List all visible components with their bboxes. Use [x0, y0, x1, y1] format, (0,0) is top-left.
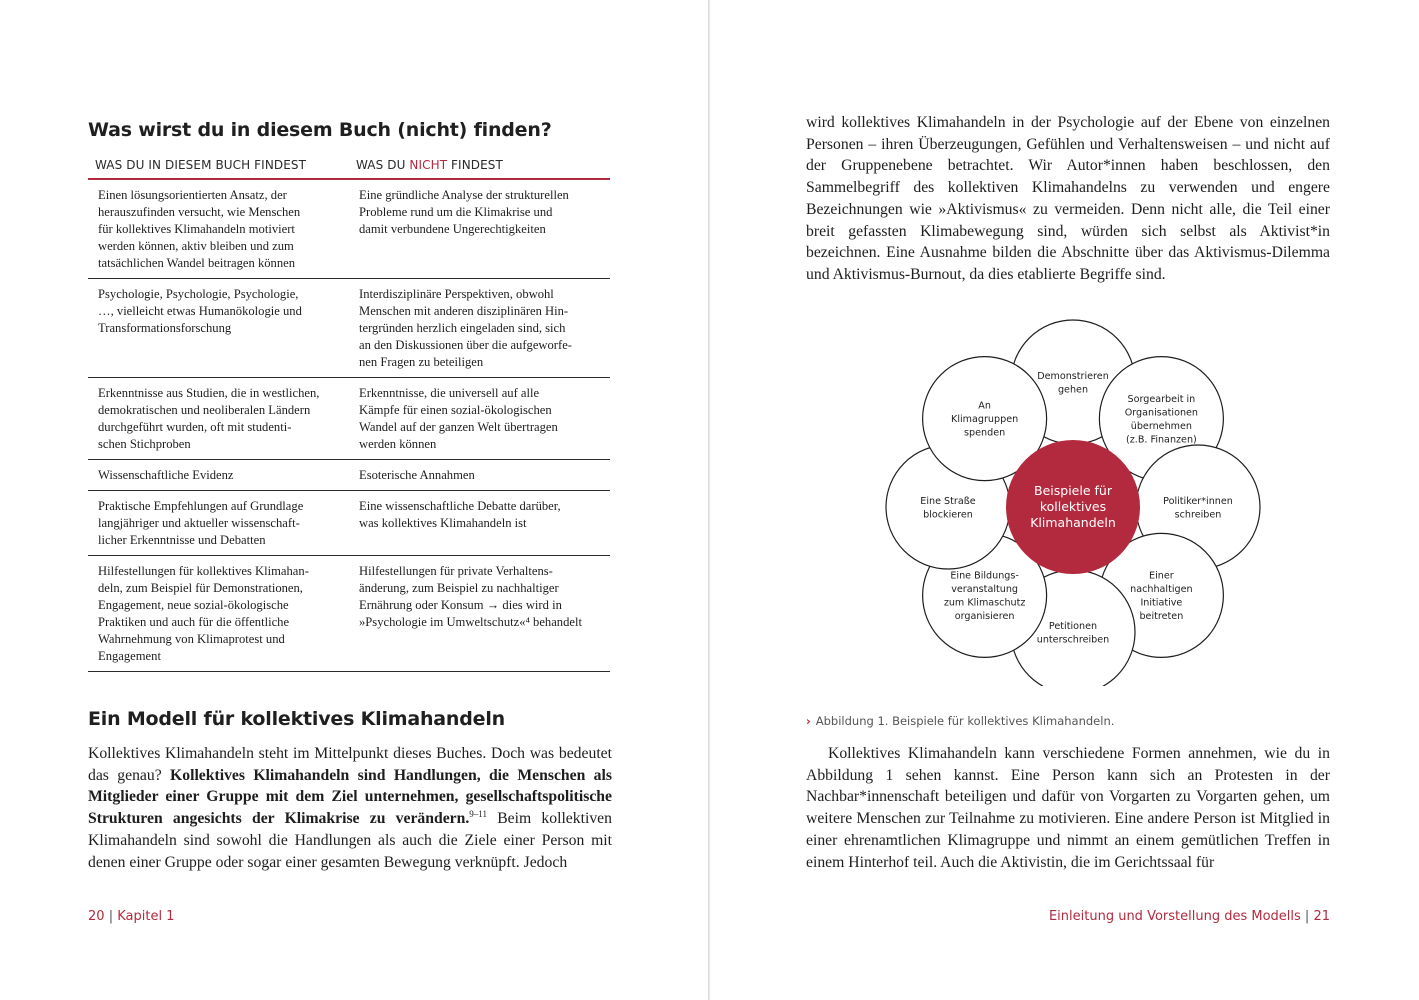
book-gutter [708, 0, 710, 1000]
petal-label-line: An [978, 400, 991, 412]
table-cell-left [88, 286, 349, 371]
table-cell-left [88, 187, 349, 272]
petal-label-line: übernehmen [1130, 420, 1193, 432]
table-cell-line: werden können [359, 437, 437, 451]
center-label [1030, 483, 1116, 530]
table-cell-line: Transformationsforschung [98, 321, 232, 335]
petal-label-line: zum Klimaschutz [943, 597, 1026, 609]
table-cell-line: tatsächlichen Wandel beitragen können [98, 256, 296, 270]
petal-label-line: veranstaltung [951, 584, 1019, 596]
table-cell-line: Einen lösungsorientierten Ansatz, der [98, 188, 287, 202]
table-header-emphasis: NICHT [409, 158, 448, 172]
table-cell-line: schen Stichproben [98, 437, 191, 451]
table-cell-line: Esoterische Annahmen [359, 468, 475, 482]
table-cell-line: Wahrnehmung von Klimaprotest und [98, 632, 285, 646]
forms-paragraph: Kollektives Klimahandeln kann verschiedene Formen annehmen, wie du in Abbildung 1 sehen kannst. Eine Person kann sich an Protesten in der Nachbar*innenschaft beteiligen und dafür von Vorgarten zu Vorgarten gehen, um weitere Menschen zur Teilnahme zu motivieren. Eine andere Person ist Mitglied in einer ehrenamtlichen Klimagruppe und nimmt an einem gemütlichen Treffen in einem Hinterhof teil. Auch die Aktivistin, die im Gerichtssaal für [806, 745, 1330, 871]
petal-label-line: unterschreiben [1036, 634, 1110, 646]
table-cell-line: Kämpfe für einen sozial-ökologischen [359, 403, 552, 417]
folio-separator-left: | [108, 909, 114, 924]
table-cell-left [88, 563, 349, 665]
table-cell-line: nen Fragen zu beteiligen [359, 355, 484, 369]
table-cell-line: an den Diskussionen über die aufgeworfe- [359, 338, 572, 352]
table-cell-line: Erkenntnisse aus Studien, die in westlichen, [98, 386, 320, 400]
table-row [88, 491, 610, 556]
petal-label-line: (z.B. Finanzen) [1125, 434, 1197, 446]
collective-action-diagram [876, 316, 1268, 686]
center-label-line: kollektives [1039, 499, 1107, 514]
intro-text-end: Beim kollektiven Klimahandeln sind sowohl die Handlungen als auch die Ziele einer Person mit denen einer Gruppe oder sogar einer gesamten Bewegung verknüpft. Jedoch [88, 810, 612, 871]
petal-label-line: Sorgearbeit in [1127, 393, 1196, 405]
folio-separator-right: | [1304, 909, 1310, 924]
page-number-right: 21 [1313, 909, 1330, 924]
table-cell-line: …, vielleicht etwas Humanökologie und [98, 304, 302, 318]
petal-label-line: Eine Straße [920, 495, 976, 507]
section-heading-book-scope: Was wirst du in diesem Buch (nicht) finden? [88, 119, 552, 141]
intro-paragraph [88, 743, 612, 873]
table-cell-line: durchgeführt wurden, oft mit studenti- [98, 420, 292, 434]
table-row [88, 460, 610, 491]
petal-label-line: Organisationen [1124, 407, 1199, 419]
table-cell-left [88, 385, 349, 453]
table-cell-line: änderung, zum Beispiel zu nachhaltiger [359, 581, 559, 595]
table-cell-line: Erkenntnisse, die universell auf alle [359, 386, 540, 400]
table-cell-line: Engagement [98, 649, 161, 663]
table-cell-line: Engagement, neue sozial-ökologische [98, 598, 289, 612]
table-cell-line: deln, zum Beispiel für Demonstrationen, [98, 581, 303, 595]
center-label-line: Klimahandeln [1030, 515, 1116, 530]
caption-text: Abbildung 1. Beispiele für kollektives Klimahandeln. [815, 714, 1115, 728]
petal-label-line: Politiker*innen [1163, 495, 1233, 507]
table-row [88, 279, 610, 378]
page-number-left: 20 [88, 909, 105, 924]
table-cell-line: Ernährung oder Konsum → dies wird in [359, 598, 562, 612]
caption-arrow-icon: › [806, 714, 811, 728]
table-cell-right [349, 563, 610, 665]
petal-label-line: Eine Bildungs- [950, 570, 1019, 582]
petal-label-line: Petitionen [1048, 620, 1098, 632]
table-cell-line: Hilfestellungen für kollektives Klimahan- [98, 564, 309, 578]
table-header-right-prefix: WAS DU [356, 158, 410, 172]
table-cell-line: demokratischen und neoliberalen Ländern [98, 403, 311, 417]
table-cell-line: Psychologie, Psychologie, Psychologie, [98, 287, 299, 301]
table-cell-line: Hilfestellungen für private Verhaltens- [359, 564, 553, 578]
petal-label-line: nachhaltigen [1130, 584, 1193, 596]
petal-label-line: schreiben [1174, 509, 1222, 521]
table-row [88, 378, 610, 460]
table-cell-left [88, 498, 349, 549]
table-cell-line: Wandel auf der ganzen Welt übertragen [359, 420, 558, 434]
table-cell-right [349, 187, 610, 272]
petal-label-line: spenden [964, 427, 1006, 439]
table-cell-line: Wissenschaftliche Evidenz [98, 468, 234, 482]
table-cell-left [88, 467, 349, 484]
table-cell-line: Eine gründliche Analyse der strukturellen [359, 188, 569, 202]
table-cell-line: langjähriger und aktueller wissenschaft- [98, 516, 300, 530]
table-header-right [349, 158, 610, 172]
intro-text-start: Kollektives Klimahandeln steht im Mittelpunkt dieses Buches. Doch was bedeutet das genau? [88, 745, 612, 784]
table-cell-line: für kollektives Klimahandeln motiviert [98, 222, 295, 236]
center-label-line: Beispiele für [1034, 483, 1112, 498]
table-header-left: WAS DU IN DIESEM BUCH FINDEST [95, 158, 307, 172]
definition-bold-text: Kollektives Klimahandeln sind Handlungen, die Menschen als Mitglieder einer Gruppe mit dem Ziel unternehmen, gesellschaftspolitische Strukturen angesichts der Klimakrise zu verändern. [88, 766, 612, 828]
scope-table [88, 158, 610, 672]
folio-left [88, 909, 174, 924]
petal-label-line: organisieren [954, 611, 1015, 623]
running-title: Einleitung und Vorstellung des Modells [1048, 909, 1301, 924]
table-cell-line: was kollektives Klimahandeln ist [359, 516, 527, 530]
table-cell-line: Interdisziplinäre Perspektiven, obwohl [359, 287, 554, 301]
petal-label-line: gehen [1057, 384, 1089, 396]
table-cell-line: werden können, aktiv bleiben und zum [98, 239, 294, 253]
table-body [88, 180, 610, 672]
table-header-right-suffix: FINDEST [447, 158, 503, 172]
table-row [88, 180, 610, 279]
figure-caption [806, 714, 1114, 728]
table-cell-line: Praktiken und auch für die öffentliche [98, 615, 290, 629]
folio-right [1049, 909, 1330, 924]
table-cell-line: damit verbundene Ungerechtigkeiten [359, 222, 546, 236]
table-cell-line: Eine wissenschaftliche Debatte darüber, [359, 499, 561, 513]
petal-label-line: beitreten [1139, 611, 1184, 623]
petal-label-line: blockieren [923, 509, 973, 521]
table-header [88, 158, 610, 180]
table-cell-right [349, 286, 610, 371]
table-cell-line: Menschen mit anderen disziplinären Hin- [359, 304, 569, 318]
table-cell-right [349, 385, 610, 453]
petal-label-line: Demonstrieren [1037, 370, 1109, 382]
table-cell-right [349, 467, 610, 484]
citation-superscript: 9–11 [469, 808, 487, 819]
continuation-paragraph: wird kollektives Klimahandeln in der Psychologie auf der Ebene von einzelnen Personen – ihren Überzeugungen, Gefühlen und Verhaltensweisen – und nicht auf der Gruppenebene betrachtet. Wir Autor*innen haben beschlossen, den Sammelbegriff des kollektiven Klimahandelns zu verwenden und engere Bezeichnungen wie »Aktivismus« zu vermeiden. Denn nicht alle, die Teil einer breit gefassten Klimabewegung sind, würden sich selbst als Aktivist*in bezeichnen. Eine Ausnahme bilden die Abschnitte über das Aktivismus-Dilemma und Aktivismus-Burnout, da dies etablierte Begriffe sind. [806, 114, 1330, 283]
petal-label-line: Initiative [1140, 597, 1183, 609]
table-cell-line: »Psychologie im Umweltschutz«⁴ behandelt [359, 615, 582, 629]
chapter-label: Kapitel 1 [117, 909, 175, 924]
petal-label-line: Klimagruppen [951, 414, 1019, 426]
table-cell-line: Praktische Empfehlungen auf Grundlage [98, 499, 304, 513]
petal-label-line: Einer [1149, 570, 1174, 582]
table-cell-line: Probleme rund um die Klimakrise und [359, 205, 553, 219]
section-heading-model: Ein Modell für kollektives Klimahandeln [88, 708, 505, 730]
table-cell-line: licher Erkenntnisse und Debatten [98, 533, 266, 547]
table-cell-line: tergründen herzlich eingeladen sind, sich [359, 321, 566, 335]
table-row [88, 556, 610, 672]
table-cell-right [349, 498, 610, 549]
table-cell-line: herauszufinden versucht, wie Menschen [98, 205, 301, 219]
